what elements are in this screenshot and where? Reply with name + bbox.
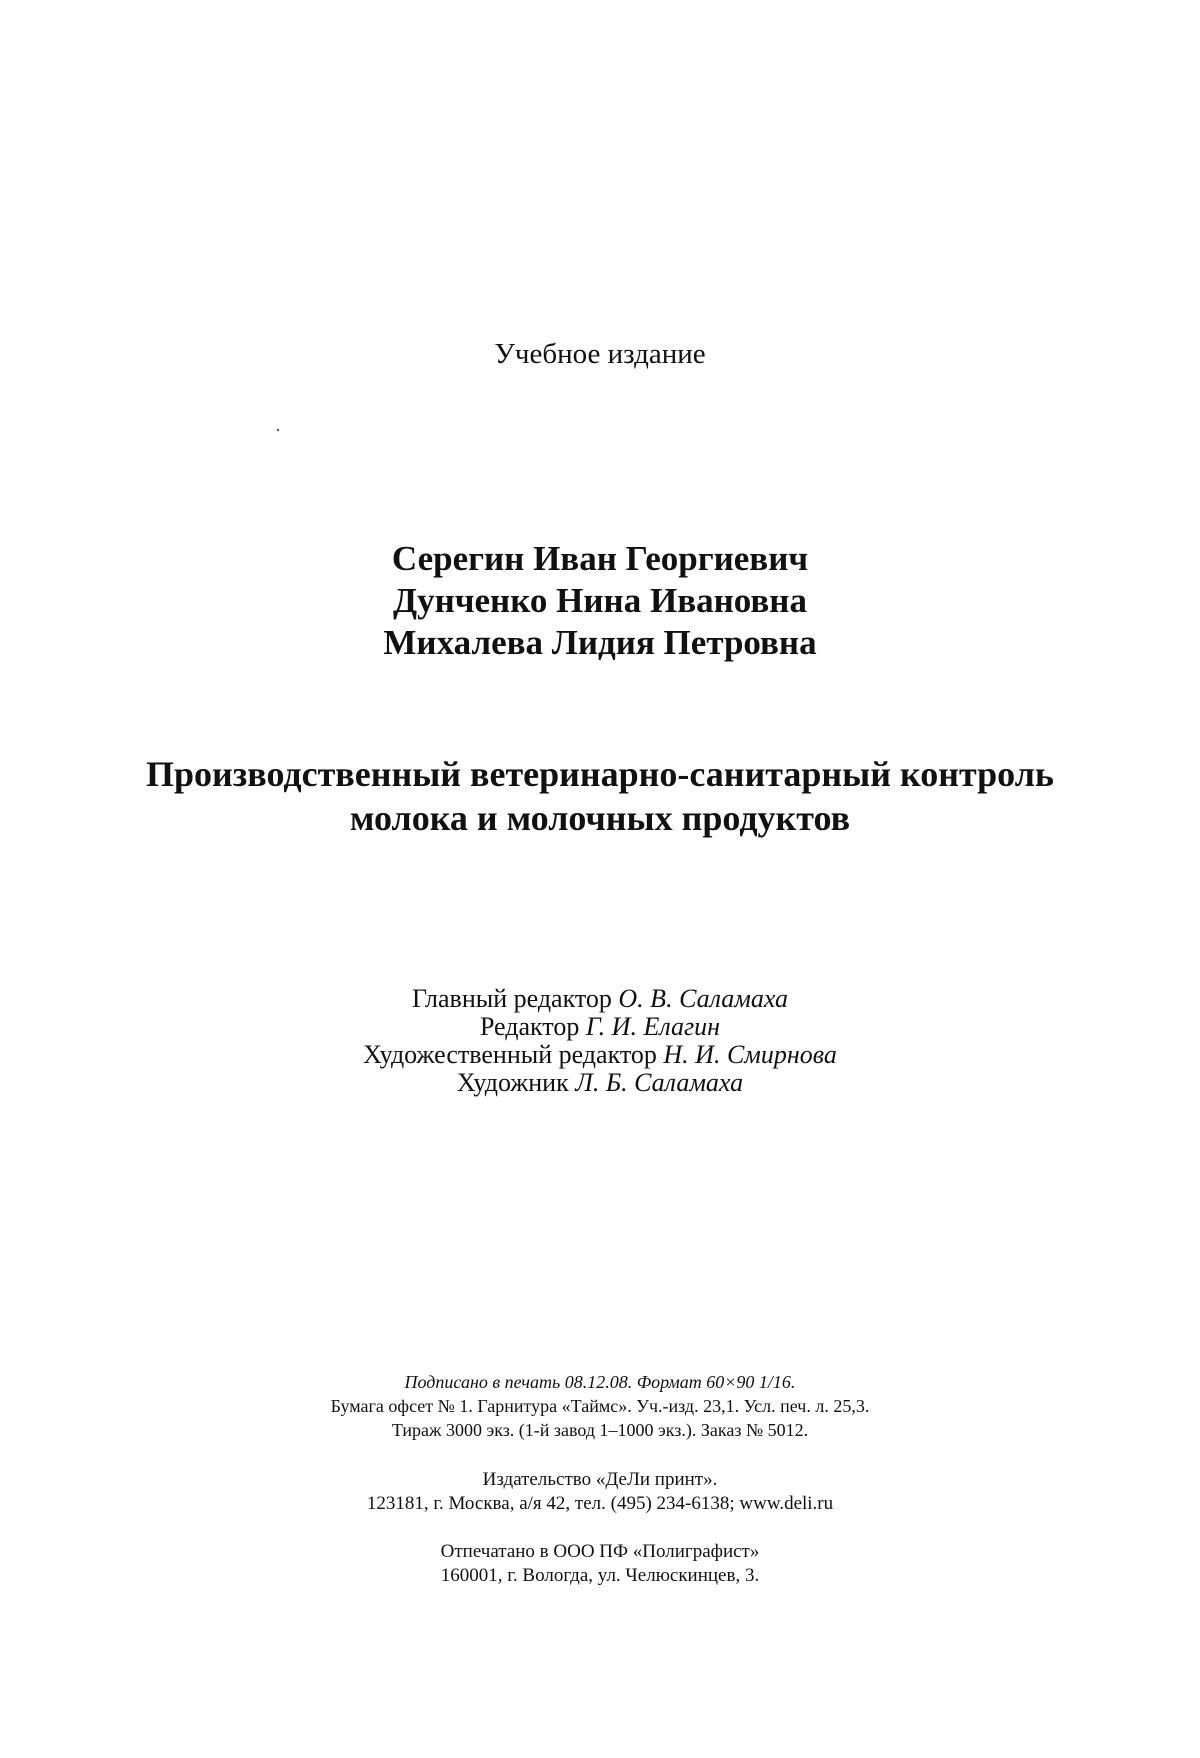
imprint-line: Бумага офсет № 1. Гарнитура «Таймс». Уч.-изд. 23,1. Усл. печ. л. 25,3. bbox=[330, 1396, 870, 1416]
imprint-line: Тираж 3000 экз. (1-й завод 1–1000 экз.). Заказ № 5012. bbox=[391, 1420, 809, 1440]
credit-role: Редактор bbox=[479, 1012, 580, 1041]
imprint-details bbox=[0, 1370, 1200, 1442]
credit-name: Л. Б. Саламаха bbox=[575, 1068, 744, 1097]
credit-line bbox=[0, 1013, 1200, 1041]
edition-type: Учебное издание bbox=[494, 338, 706, 370]
printer-address: 160001, г. Вологда, ул. Челюскинцев, 3. bbox=[440, 1565, 760, 1586]
book-title-line: Производственный ветеринарно-санитарный контроль bbox=[146, 754, 1054, 794]
credit-name: О. В. Саламаха bbox=[618, 984, 789, 1013]
publisher-address: 123181, г. Москва, а/я 42, тел. (495) 234-6138; www.deli.ru bbox=[366, 1493, 834, 1514]
printer-name: Отпечатано в ООО ПФ «Полиграфист» bbox=[440, 1541, 760, 1562]
book-title-line: молока и молочных продуктов bbox=[349, 798, 851, 838]
credit-role: Художник bbox=[456, 1068, 569, 1097]
imprint-line: Подписано в печать 08.12.08. Формат 60×90 1/16. bbox=[404, 1372, 796, 1392]
publisher-name: Издательство «ДеЛи принт». bbox=[482, 1469, 718, 1490]
printer-info bbox=[0, 1540, 1200, 1588]
credit-line bbox=[0, 985, 1200, 1013]
credit-line bbox=[0, 1041, 1200, 1069]
credit-role: Главный редактор bbox=[411, 984, 612, 1013]
author-name: Михалева Лидия Петровна bbox=[383, 623, 817, 662]
publisher-info bbox=[0, 1468, 1200, 1516]
author-name: Серегин Иван Георгиевич bbox=[391, 539, 809, 578]
credit-name: Г. И. Елагин bbox=[585, 1012, 721, 1041]
scan-speck bbox=[277, 429, 279, 431]
book-title bbox=[0, 752, 1200, 840]
credit-name: Н. И. Смирнова bbox=[663, 1040, 837, 1069]
credit-role: Художественный редактор bbox=[363, 1040, 657, 1069]
editorial-credits bbox=[0, 985, 1200, 1097]
credit-line bbox=[0, 1069, 1200, 1097]
author-name: Дунченко Нина Ивановна bbox=[393, 581, 807, 620]
authors-list bbox=[0, 538, 1200, 664]
